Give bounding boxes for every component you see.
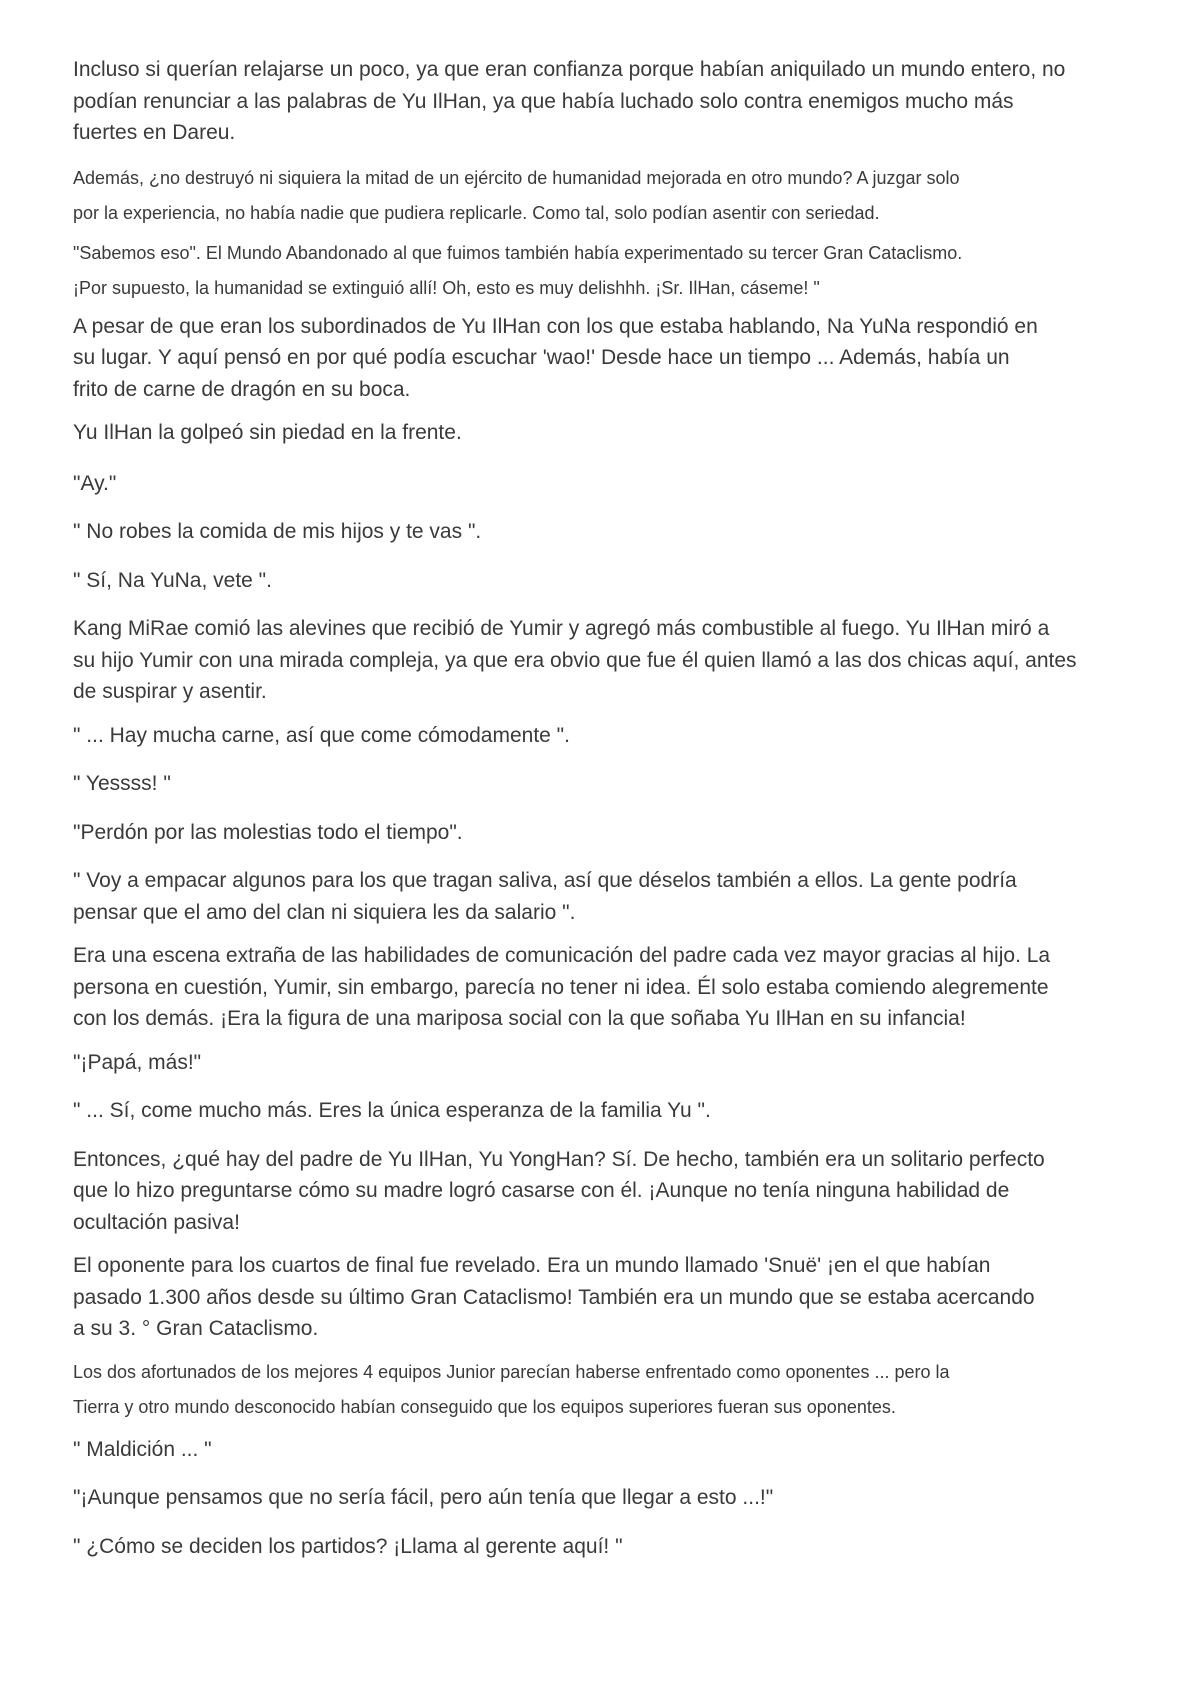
paragraph-18 — [73, 1250, 1123, 1345]
paragraph-11 — [73, 768, 1123, 800]
text-line: " No robes la comida de mis hijos y te vas ". — [73, 520, 482, 543]
paragraph-21 — [73, 1482, 1123, 1514]
text-line: Entonces, ¿qué hay del padre de Yu IlHan, Yu YongHan? Sí. De hecho, también era un solitario perfecto — [73, 1147, 1045, 1171]
paragraph-10 — [73, 720, 1123, 752]
paragraph-19 — [73, 1355, 1123, 1425]
paragraph-14 — [73, 940, 1123, 1035]
text-line: podían renunciar a las palabras de Yu IlHan, ya que había luchado solo contra enemigos mucho más — [73, 89, 1014, 113]
text-line: pasado 1.300 años desde su último Gran Cataclismo! También era un mundo que se estaba acercando — [73, 1285, 1035, 1309]
paragraph-5 — [73, 417, 1123, 449]
text-line: " ... Sí, come mucho más. Eres la única esperanza de la familia Yu ". — [73, 1099, 711, 1122]
text-line: su lugar. Y aquí pensó en por qué podía escuchar 'wao!' Desde hace un tiempo ... Además, había un — [73, 346, 1010, 369]
paragraph-9 — [73, 613, 1123, 708]
text-line: "Perdón por las molestias todo el tiempo". — [73, 820, 463, 844]
text-line: " ... Hay mucha carne, así que come cómodamente ". — [73, 723, 570, 747]
text-line: " ¿Cómo se deciden los partidos? ¡Llama al gerente aquí! " — [73, 1534, 623, 1558]
text-line: "Sabemos eso". El Mundo Abandonado al que fuimos también había experimentado su tercer Gran Cataclismo. — [73, 242, 963, 263]
text-line: por la experiencia, no había nadie que pudiera replicarle. Como tal, solo podían asentir con seriedad. — [73, 202, 880, 223]
paragraph-4 — [73, 311, 1123, 406]
paragraph-7 — [73, 516, 1123, 548]
text-line: " Voy a empacar algunos para los que tragan saliva, así que déselos también a ellos. La gente podría — [73, 869, 1017, 892]
text-line: pensar que el amo del clan ni siquiera les da salario ". — [73, 900, 576, 924]
paragraph-8 — [73, 565, 1123, 597]
text-line: Yu IlHan la golpeó sin piedad en la frente. — [73, 421, 462, 444]
text-line: "¡Aunque pensamos que no sería fácil, pero aún tenía que llegar a esto ...!" — [73, 1486, 774, 1509]
text-line: "Ay." — [73, 471, 117, 495]
paragraph-12 — [73, 817, 1123, 849]
text-line: Era una escena extraña de las habilidades de comunicación del padre cada vez mayor gracias al hijo. La — [73, 944, 1051, 967]
text-line: ¡Por supuesto, la humanidad se extinguió allí! Oh, esto es muy delishhh. ¡Sr. IlHan, cáseme! " — [73, 277, 820, 298]
text-line: A pesar de que eran los subordinados de Yu IlHan con los que estaba hablando, Na YuNa respondió en — [73, 314, 1038, 338]
paragraph-1 — [73, 54, 1123, 149]
paragraph-22 — [73, 1531, 1123, 1563]
paragraph-3 — [73, 236, 1123, 306]
text-line: Incluso si querían relajarse un poco, ya que eran confianza porque habían aniquilado un mundo entero, no — [73, 58, 1066, 81]
paragraph-15 — [73, 1047, 1123, 1079]
paragraph-13 — [73, 865, 1123, 928]
text-line: " Sí, Na YuNa, vete ". — [73, 568, 272, 592]
text-line: persona en cuestión, Yumir, sin embargo, parecía no tener ni idea. Él solo estaba comiendo alegremente — [73, 975, 1049, 999]
text-line: "¡Papá, más!" — [73, 1050, 202, 1074]
text-line: fuertes en Dareu. — [73, 121, 236, 144]
text-line: de suspirar y asentir. — [73, 680, 267, 703]
text-line: " Maldición ... " — [73, 1437, 212, 1461]
text-line: con los demás. ¡Era la figura de una mariposa social con la que soñaba Yu IlHan en su infancia! — [73, 1007, 966, 1030]
text-line: frito de carne de dragón en su boca. — [73, 377, 411, 401]
text-line: El oponente para los cuartos de final fue revelado. Era un mundo llamado 'Snuë' ¡en el que habían — [73, 1254, 991, 1277]
text-line: Los dos afortunados de los mejores 4 equipos Junior parecían haberse enfrentado como oponentes ... pero la — [73, 1361, 950, 1382]
text-line: Kang MiRae comió las alevines que recibió de Yumir y agregó más combustible al fuego. Yu IlHan miró a — [73, 617, 1050, 640]
paragraph-6 — [73, 468, 1123, 500]
text-line: que lo hizo preguntarse cómo su madre logró casarse con él. ¡Aunque no tenía ninguna habilidad de — [73, 1179, 1010, 1202]
paragraph-20 — [73, 1434, 1123, 1466]
text-line: ocultación pasiva! — [73, 1210, 240, 1234]
text-line: su hijo Yumir con una mirada compleja, ya que era obvio que fue él quien llamó a las dos chicas aquí, antes — [73, 648, 1077, 672]
paragraph-17 — [73, 1144, 1123, 1239]
text-line: " Yessss! " — [73, 772, 171, 795]
document-page — [73, 54, 1123, 1562]
paragraph-2 — [73, 161, 1123, 231]
paragraph-16 — [73, 1095, 1123, 1127]
text-line: Tierra y otro mundo desconocido habían conseguido que los equipos superiores fueran sus oponentes. — [73, 1396, 896, 1417]
text-line: a su 3. ° Gran Cataclismo. — [73, 1317, 319, 1340]
text-line: Además, ¿no destruyó ni siquiera la mitad de un ejército de humanidad mejorada en otro mundo? A juzgar solo — [73, 167, 960, 188]
